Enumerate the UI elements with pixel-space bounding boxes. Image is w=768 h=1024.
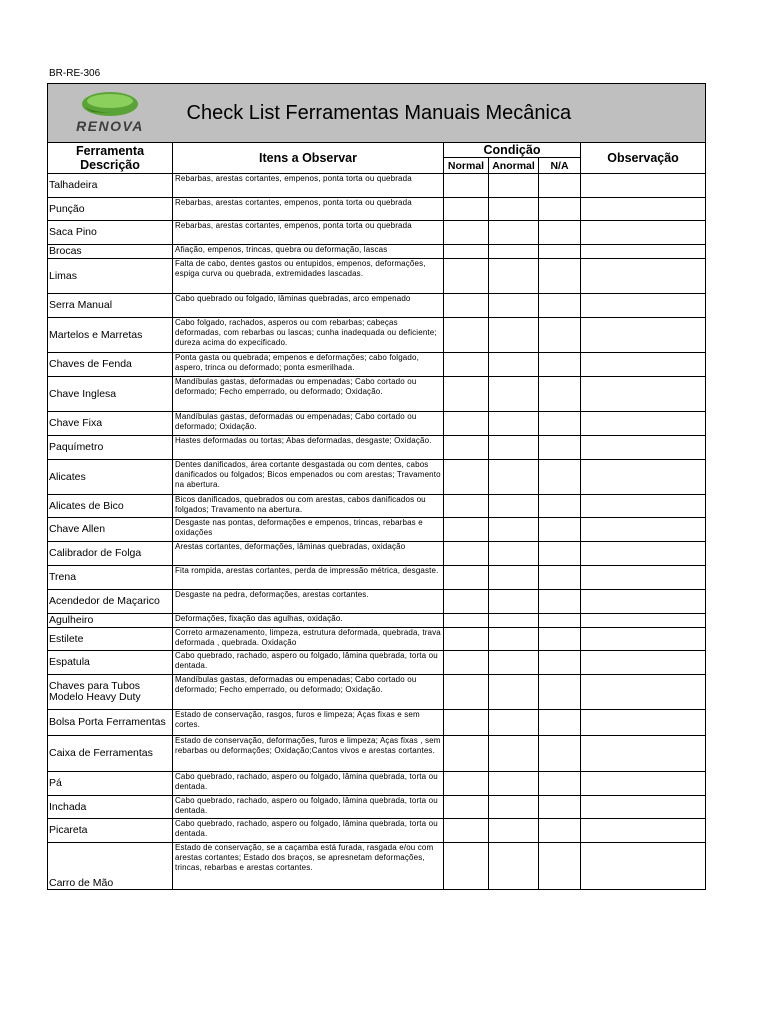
table-row xyxy=(48,318,706,353)
abnormal-check-cell[interactable] xyxy=(489,245,539,259)
tool-name: Brocas xyxy=(48,245,173,259)
abnormal-check-cell[interactable] xyxy=(489,675,539,710)
title-banner xyxy=(48,84,706,143)
table-row xyxy=(48,259,706,294)
observation-cell[interactable] xyxy=(581,736,706,772)
tool-name: Espatula xyxy=(48,651,173,675)
items-to-observe: Cabo quebrado, rachado, aspero ou folgado, lâmina quebrada, torta ou dentada. xyxy=(173,819,444,843)
tool-header-line2: Descrição xyxy=(80,158,140,172)
normal-check-cell[interactable] xyxy=(444,590,489,614)
normal-check-cell[interactable] xyxy=(444,518,489,542)
items-to-observe: Fita rompida, arestas cortantes, perda de impressão métrica, desgaste. xyxy=(173,566,444,590)
abnormal-check-cell[interactable] xyxy=(489,436,539,460)
logo-text: RENOVA xyxy=(76,117,144,134)
normal-check-cell[interactable] xyxy=(444,566,489,590)
na-check-cell[interactable] xyxy=(539,542,581,566)
tool-name: Picareta xyxy=(48,819,173,843)
abnormal-check-cell[interactable] xyxy=(489,819,539,843)
tool-name: Bolsa Porta Ferramentas xyxy=(48,710,173,736)
table-row xyxy=(48,628,706,651)
na-check-cell[interactable] xyxy=(539,294,581,318)
observation-cell[interactable] xyxy=(581,614,706,628)
items-to-observe: Mandíbulas gastas, deformadas ou empenadas; Cabo cortado ou deformado; Oxidação. xyxy=(173,412,444,436)
table-row xyxy=(48,377,706,412)
normal-check-cell[interactable] xyxy=(444,294,489,318)
tool-name: Chave Inglesa xyxy=(48,377,173,412)
table-row xyxy=(48,542,706,566)
tool-name: Paquímetro xyxy=(48,436,173,460)
tool-name: Talhadeira xyxy=(48,174,173,198)
na-check-cell[interactable] xyxy=(539,614,581,628)
checklist-table xyxy=(47,83,706,890)
normal-check-cell[interactable] xyxy=(444,174,489,198)
abnormal-check-cell[interactable] xyxy=(489,566,539,590)
abnormal-check-cell[interactable] xyxy=(489,412,539,436)
na-check-cell[interactable] xyxy=(539,259,581,294)
normal-check-cell[interactable] xyxy=(444,318,489,353)
observation-cell[interactable] xyxy=(581,174,706,198)
na-header: N/A xyxy=(539,158,581,174)
observation-header: Observação xyxy=(581,143,706,174)
items-to-observe: Dentes danificados, área cortante desgastada ou com dentes, cabos danificados ou folgados; Bicos empenados ou com arestas; Travamento na abertura. xyxy=(173,460,444,495)
items-to-observe: Bicos danificados, quebrados ou com arestas, cabos danificados ou folgados; Travamento na abertura. xyxy=(173,495,444,518)
observation-cell[interactable] xyxy=(581,259,706,294)
table-row xyxy=(48,353,706,377)
normal-check-cell[interactable] xyxy=(444,843,489,890)
na-check-cell[interactable] xyxy=(539,518,581,542)
table-row xyxy=(48,796,706,819)
na-check-cell[interactable] xyxy=(539,245,581,259)
normal-check-cell[interactable] xyxy=(444,245,489,259)
na-check-cell[interactable] xyxy=(539,628,581,651)
observation-cell[interactable] xyxy=(581,651,706,675)
logo xyxy=(48,84,173,143)
items-to-observe: Cabo quebrado, rachado, aspero ou folgado, lâmina quebrada, torta ou dentada. xyxy=(173,651,444,675)
normal-check-cell[interactable] xyxy=(444,436,489,460)
na-check-cell[interactable] xyxy=(539,412,581,436)
items-to-observe: Cabo quebrado ou folgado, lâminas quebradas, arco empenado xyxy=(173,294,444,318)
na-check-cell[interactable] xyxy=(539,460,581,495)
abnormal-check-cell[interactable] xyxy=(489,628,539,651)
normal-check-cell[interactable] xyxy=(444,377,489,412)
na-check-cell[interactable] xyxy=(539,566,581,590)
renova-logo-icon xyxy=(48,85,168,137)
na-check-cell[interactable] xyxy=(539,796,581,819)
tool-name: Acendedor de Maçarico xyxy=(48,590,173,614)
normal-check-cell[interactable] xyxy=(444,772,489,796)
items-to-observe: Rebarbas, arestas cortantes, empenos, ponta torta ou quebrada xyxy=(173,221,444,245)
observation-cell[interactable] xyxy=(581,318,706,353)
abnormal-check-cell[interactable] xyxy=(489,259,539,294)
na-check-cell[interactable] xyxy=(539,436,581,460)
items-to-observe: Rebarbas, arestas cortantes, empenos, ponta torta ou quebrada xyxy=(173,198,444,221)
tool-name: Trena xyxy=(48,566,173,590)
observation-cell[interactable] xyxy=(581,294,706,318)
na-check-cell[interactable] xyxy=(539,198,581,221)
tool-name: Chave Fixa xyxy=(48,412,173,436)
tool-name: Martelos e Marretas xyxy=(48,318,173,353)
na-check-cell[interactable] xyxy=(539,736,581,772)
observation-cell[interactable] xyxy=(581,819,706,843)
tool-name: Carro de Mão xyxy=(48,843,173,890)
items-to-observe: Arestas cortantes, deformações, lâminas quebradas, oxidação xyxy=(173,542,444,566)
table-row xyxy=(48,460,706,495)
tool-name: Alicates de Bico xyxy=(48,495,173,518)
normal-check-cell[interactable] xyxy=(444,819,489,843)
na-check-cell[interactable] xyxy=(539,221,581,245)
condition-header: Condição xyxy=(444,143,581,158)
items-to-observe: Falta de cabo, dentes gastos ou entupidos, empenos, deformações, espiga curva ou quebrada, extremidades lascadas. xyxy=(173,259,444,294)
abnormal-check-cell[interactable] xyxy=(489,843,539,890)
observation-cell[interactable] xyxy=(581,675,706,710)
normal-check-cell[interactable] xyxy=(444,796,489,819)
abnormal-check-cell[interactable] xyxy=(489,174,539,198)
normal-check-cell[interactable] xyxy=(444,542,489,566)
items-to-observe: Ponta gasta ou quebrada; empenos e deformações; cabo folgado, aspero, trinca ou deformado; ponta esmerilhada. xyxy=(173,353,444,377)
na-check-cell[interactable] xyxy=(539,377,581,412)
observation-cell[interactable] xyxy=(581,772,706,796)
na-check-cell[interactable] xyxy=(539,651,581,675)
table-row xyxy=(48,614,706,628)
na-check-cell[interactable] xyxy=(539,843,581,890)
table-row xyxy=(48,772,706,796)
na-check-cell[interactable] xyxy=(539,174,581,198)
abnormal-check-cell[interactable] xyxy=(489,542,539,566)
items-to-observe: Estado de conservação, deformações, furos e limpeza; Aças fixas , sem rebarbas ou deformações; Oxidação;Cantos vivos e arestas cortantes. xyxy=(173,736,444,772)
abnormal-check-cell[interactable] xyxy=(489,710,539,736)
table-row xyxy=(48,843,706,890)
tool-name: Chaves de Fenda xyxy=(48,353,173,377)
observation-cell[interactable] xyxy=(581,245,706,259)
table-row xyxy=(48,245,706,259)
observation-cell[interactable] xyxy=(581,796,706,819)
observation-cell[interactable] xyxy=(581,542,706,566)
items-to-observe: Afiação, empenos, trincas, quebra ou deformação, lascas xyxy=(173,245,444,259)
tool-header-line1: Ferramenta xyxy=(75,144,145,158)
tool-name: Punção xyxy=(48,198,173,221)
table-row xyxy=(48,736,706,772)
na-check-cell[interactable] xyxy=(539,590,581,614)
normal-check-cell[interactable] xyxy=(444,614,489,628)
table-row xyxy=(48,198,706,221)
items-to-observe: Estado de conservação, se a caçamba está furada, rasgada e/ou com arestas cortantes; Estado dos braços, se apresnetam deformações, trincas, rebarbas e arestas cortantes. xyxy=(173,843,444,890)
normal-check-cell[interactable] xyxy=(444,628,489,651)
abnormal-check-cell[interactable] xyxy=(489,377,539,412)
table-row xyxy=(48,412,706,436)
items-to-observe: Estado de conservação, rasgos, furos e limpeza; Aças fixas e sem cortes. xyxy=(173,710,444,736)
normal-check-cell[interactable] xyxy=(444,460,489,495)
observation-cell[interactable] xyxy=(581,710,706,736)
document-code: BR-RE-306 xyxy=(49,68,101,79)
table-row xyxy=(48,710,706,736)
observation-cell[interactable] xyxy=(581,518,706,542)
tool-name: Serra Manual xyxy=(48,294,173,318)
page-title: Check List Ferramentas Manuais Mecânica xyxy=(173,84,706,143)
tool-name: Pá xyxy=(48,772,173,796)
observation-cell[interactable] xyxy=(581,628,706,651)
abnormal-check-cell[interactable] xyxy=(489,651,539,675)
tool-name: Limas xyxy=(48,259,173,294)
table-row xyxy=(48,566,706,590)
table-row xyxy=(48,294,706,318)
observation-cell[interactable] xyxy=(581,843,706,890)
observation-cell[interactable] xyxy=(581,377,706,412)
abnormal-check-cell[interactable] xyxy=(489,772,539,796)
items-to-observe: Correto armazenamento, limpeza, estrutura deformada, quebrada, trava deformada , quebrada. Oxidação xyxy=(173,628,444,651)
table-row xyxy=(48,495,706,518)
tool-name: Alicates xyxy=(48,460,173,495)
table-row xyxy=(48,651,706,675)
abnormal-header: Anormal xyxy=(489,158,539,174)
normal-check-cell[interactable] xyxy=(444,675,489,710)
items-to-observe: Mandíbulas gastas, deformadas ou empenadas; Cabo cortado ou deformado; Fecho emperrado, ou deformado; Oxidação. xyxy=(173,377,444,412)
na-check-cell[interactable] xyxy=(539,710,581,736)
items-to-observe: Hastes deformadas ou tortas; Abas deformadas, desgaste; Oxidação. xyxy=(173,436,444,460)
abnormal-check-cell[interactable] xyxy=(489,736,539,772)
tool-name: Calibrador de Folga xyxy=(48,542,173,566)
normal-check-cell[interactable] xyxy=(444,710,489,736)
table-row xyxy=(48,518,706,542)
table-row xyxy=(48,590,706,614)
abnormal-check-cell[interactable] xyxy=(489,221,539,245)
items-to-observe: Desgaste na pedra, deformações, arestas cortantes. xyxy=(173,590,444,614)
abnormal-check-cell[interactable] xyxy=(489,796,539,819)
tool-name: Agulheiro xyxy=(48,614,173,628)
abnormal-check-cell[interactable] xyxy=(489,318,539,353)
na-check-cell[interactable] xyxy=(539,353,581,377)
na-check-cell[interactable] xyxy=(539,819,581,843)
table-row xyxy=(48,221,706,245)
normal-check-cell[interactable] xyxy=(444,198,489,221)
table-row xyxy=(48,819,706,843)
na-check-cell[interactable] xyxy=(539,495,581,518)
abnormal-check-cell[interactable] xyxy=(489,614,539,628)
abnormal-check-cell[interactable] xyxy=(489,198,539,221)
tool-name: Chaves para Tubos Modelo Heavy Duty xyxy=(48,675,173,710)
tool-header xyxy=(48,143,173,174)
tool-name: Inchada xyxy=(48,796,173,819)
tool-name: Chave Allen xyxy=(48,518,173,542)
normal-check-cell[interactable] xyxy=(444,651,489,675)
items-to-observe: Cabo quebrado, rachado, aspero ou folgado, lâmina quebrada, torta ou dentada. xyxy=(173,772,444,796)
na-check-cell[interactable] xyxy=(539,318,581,353)
normal-check-cell[interactable] xyxy=(444,495,489,518)
table-row xyxy=(48,174,706,198)
tool-name: Caixa de Ferramentas xyxy=(48,736,173,772)
observation-cell[interactable] xyxy=(581,436,706,460)
items-to-observe: Desgaste nas pontas, deformações e empenos, trincas, rebarbas e oxidações xyxy=(173,518,444,542)
abnormal-check-cell[interactable] xyxy=(489,294,539,318)
normal-header: Normal xyxy=(444,158,489,174)
normal-check-cell[interactable] xyxy=(444,259,489,294)
items-to-observe: Mandíbulas gastas, deformadas ou empenadas; Cabo cortado ou deformado; Fecho emperrado, ou deformado; Oxidação. xyxy=(173,675,444,710)
tool-name: Saca Pino xyxy=(48,221,173,245)
normal-check-cell[interactable] xyxy=(444,221,489,245)
items-to-observe: Cabo quebrado, rachado, aspero ou folgado, lâmina quebrada, torta ou dentada. xyxy=(173,796,444,819)
abnormal-check-cell[interactable] xyxy=(489,460,539,495)
abnormal-check-cell[interactable] xyxy=(489,590,539,614)
items-to-observe: Cabo folgado, rachados, asperos ou com rebarbas; cabeças deformadas, com rebarbas ou lascas; cunha inadequada ou deficiente; dureza acima do expecificado. xyxy=(173,318,444,353)
normal-check-cell[interactable] xyxy=(444,736,489,772)
observation-cell[interactable] xyxy=(581,412,706,436)
items-to-observe: Deformações, fixação das agulhas, oxidação. xyxy=(173,614,444,628)
observation-cell[interactable] xyxy=(581,460,706,495)
items-header: Itens a Observar xyxy=(173,143,444,174)
normal-check-cell[interactable] xyxy=(444,353,489,377)
abnormal-check-cell[interactable] xyxy=(489,495,539,518)
observation-cell[interactable] xyxy=(581,495,706,518)
normal-check-cell[interactable] xyxy=(444,412,489,436)
na-check-cell[interactable] xyxy=(539,675,581,710)
observation-cell[interactable] xyxy=(581,353,706,377)
observation-cell[interactable] xyxy=(581,590,706,614)
items-to-observe: Rebarbas, arestas cortantes, empenos, ponta torta ou quebrada xyxy=(173,174,444,198)
abnormal-check-cell[interactable] xyxy=(489,518,539,542)
observation-cell[interactable] xyxy=(581,198,706,221)
observation-cell[interactable] xyxy=(581,221,706,245)
na-check-cell[interactable] xyxy=(539,772,581,796)
table-row xyxy=(48,675,706,710)
abnormal-check-cell[interactable] xyxy=(489,353,539,377)
observation-cell[interactable] xyxy=(581,566,706,590)
table-row xyxy=(48,436,706,460)
tool-name: Estilete xyxy=(48,628,173,651)
